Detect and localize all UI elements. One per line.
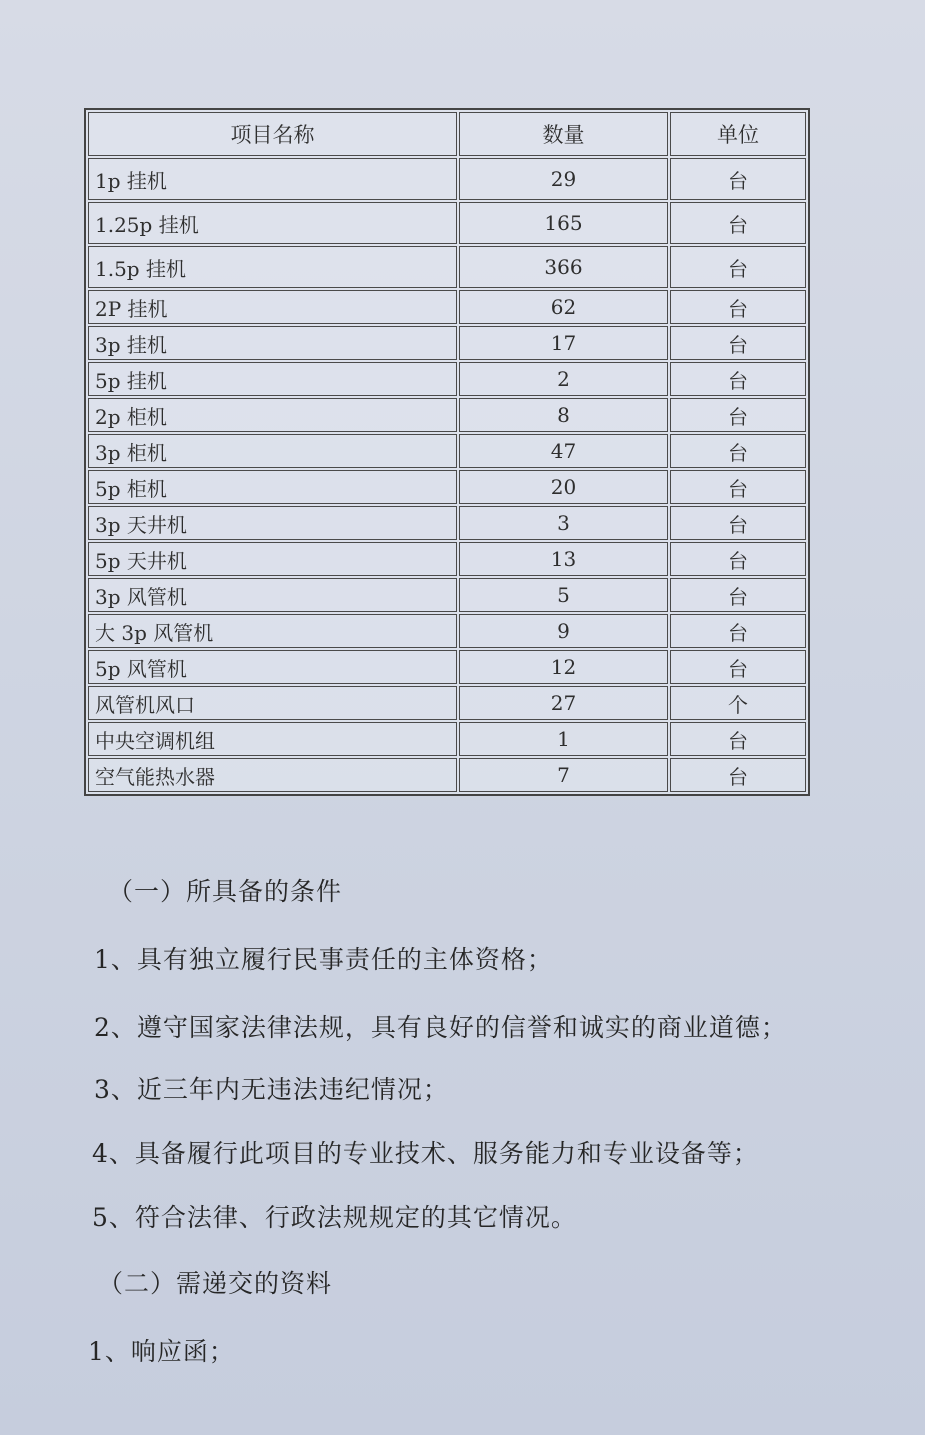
row-quantity: 20 bbox=[459, 470, 668, 504]
row-name: 空气能热水器 bbox=[88, 758, 457, 792]
table-row bbox=[88, 470, 806, 504]
row-unit: 台 bbox=[670, 158, 806, 200]
row-quantity: 29 bbox=[459, 158, 668, 200]
row-unit: 个 bbox=[670, 686, 806, 720]
row-unit: 台 bbox=[670, 578, 806, 612]
row-unit: 台 bbox=[670, 722, 806, 756]
table-row bbox=[88, 686, 806, 720]
row-name: 5p 柜机 bbox=[88, 470, 457, 504]
condition-item: 5、符合法律、行政法规规定的其它情况。 bbox=[92, 1203, 577, 1232]
row-quantity: 165 bbox=[459, 202, 668, 244]
row-quantity: 62 bbox=[459, 290, 668, 324]
row-name: 1p 挂机 bbox=[88, 158, 457, 200]
table-row bbox=[88, 202, 806, 244]
table-row bbox=[88, 398, 806, 432]
row-unit: 台 bbox=[670, 542, 806, 576]
table-row bbox=[88, 722, 806, 756]
column-header-unit: 单位 bbox=[670, 112, 806, 156]
document-item: 1、响应函； bbox=[88, 1337, 235, 1366]
row-name: 1.25p 挂机 bbox=[88, 202, 457, 244]
row-unit: 台 bbox=[670, 362, 806, 396]
row-quantity: 7 bbox=[459, 758, 668, 792]
row-unit: 台 bbox=[670, 470, 806, 504]
row-name: 3p 风管机 bbox=[88, 578, 457, 612]
row-quantity: 9 bbox=[459, 614, 668, 648]
table-row bbox=[88, 650, 806, 684]
table-row bbox=[88, 158, 806, 200]
row-name: 大 3p 风管机 bbox=[88, 614, 457, 648]
table-row bbox=[88, 506, 806, 540]
row-quantity: 2 bbox=[459, 362, 668, 396]
row-unit: 台 bbox=[670, 650, 806, 684]
row-unit: 台 bbox=[670, 758, 806, 792]
row-unit: 台 bbox=[670, 290, 806, 324]
row-name: 2p 柜机 bbox=[88, 398, 457, 432]
table-row bbox=[88, 758, 806, 792]
row-unit: 台 bbox=[670, 246, 806, 288]
table-row bbox=[88, 578, 806, 612]
equipment-table bbox=[84, 108, 810, 796]
row-name: 3p 挂机 bbox=[88, 326, 457, 360]
row-quantity: 13 bbox=[459, 542, 668, 576]
row-quantity: 12 bbox=[459, 650, 668, 684]
row-quantity: 17 bbox=[459, 326, 668, 360]
row-quantity: 366 bbox=[459, 246, 668, 288]
row-name: 中央空调机组 bbox=[88, 722, 457, 756]
table-row bbox=[88, 362, 806, 396]
row-quantity: 1 bbox=[459, 722, 668, 756]
condition-item: 3、近三年内无违法违纪情况； bbox=[94, 1075, 449, 1104]
row-name: 3p 柜机 bbox=[88, 434, 457, 468]
condition-item: 4、具备履行此项目的专业技术、服务能力和专业设备等； bbox=[92, 1139, 759, 1168]
row-unit: 台 bbox=[670, 398, 806, 432]
row-name: 5p 天井机 bbox=[88, 542, 457, 576]
row-name: 风管机风口 bbox=[88, 686, 457, 720]
row-name: 5p 挂机 bbox=[88, 362, 457, 396]
table-row bbox=[88, 542, 806, 576]
table-row bbox=[88, 290, 806, 324]
column-header-name: 项目名称 bbox=[88, 112, 457, 156]
row-name: 5p 风管机 bbox=[88, 650, 457, 684]
table-header-row bbox=[88, 112, 806, 156]
row-name: 1.5p 挂机 bbox=[88, 246, 457, 288]
column-header-quantity: 数量 bbox=[459, 112, 668, 156]
row-name: 2P 挂机 bbox=[88, 290, 457, 324]
condition-item: 2、遵守国家法律法规，具有良好的信誉和诚实的商业道德； bbox=[94, 1013, 787, 1042]
table-row bbox=[88, 614, 806, 648]
row-unit: 台 bbox=[670, 326, 806, 360]
table-row bbox=[88, 246, 806, 288]
row-name: 3p 天井机 bbox=[88, 506, 457, 540]
section-heading-documents: （二）需递交的资料 bbox=[98, 1269, 333, 1298]
row-quantity: 8 bbox=[459, 398, 668, 432]
row-quantity: 47 bbox=[459, 434, 668, 468]
row-quantity: 27 bbox=[459, 686, 668, 720]
row-unit: 台 bbox=[670, 506, 806, 540]
row-unit: 台 bbox=[670, 614, 806, 648]
row-quantity: 5 bbox=[459, 578, 668, 612]
condition-item: 1、具有独立履行民事责任的主体资格； bbox=[94, 945, 553, 974]
row-unit: 台 bbox=[670, 434, 806, 468]
table-row bbox=[88, 326, 806, 360]
row-unit: 台 bbox=[670, 202, 806, 244]
table-row bbox=[88, 434, 806, 468]
row-quantity: 3 bbox=[459, 506, 668, 540]
section-heading-conditions: （一）所具备的条件 bbox=[108, 877, 343, 906]
